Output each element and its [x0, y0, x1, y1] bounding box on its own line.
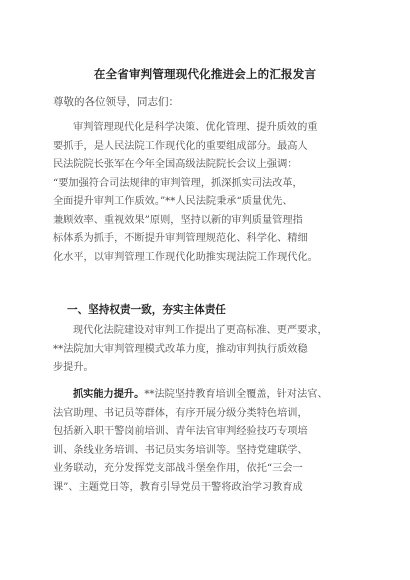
paragraph-line: 全面提升审判工作质效。”**人民法院秉承“质量优先、 [53, 196, 293, 207]
paragraph-line: 法官助理、书记员等群体，有序开展分级分类特色培训， [53, 407, 308, 419]
paragraph-intro [53, 119, 371, 267]
paragraph-line: 民法院院长张军在今年全国高级法院院长会议上强调： [53, 159, 298, 170]
paragraph-line: 化水平，以审判管理工作现代化助推实现法院工作现代化。 [53, 251, 318, 263]
paragraph-line: 兼顾效率、重视效果”原则，坚持以新的审判质量管理指 [53, 214, 303, 226]
paragraph-ability [53, 385, 371, 497]
paragraph-line: “要加强符合司法规律的审判管理，抓深抓实司法改革， [53, 177, 303, 189]
paragraph-line-rest: **法院坚持教育培训全覆盖，针对法官、 [144, 389, 328, 400]
paragraph-line: 步提升。 [53, 362, 94, 373]
paragraph-line: 业务联动，充分发挥党支部战斗堡垒作用，依托“三会一 [53, 463, 303, 474]
paragraph-line: 标体系为抓手，不断提升审判管理规范化、科学化、精细 [53, 233, 308, 244]
paragraph-section-intro [53, 322, 371, 378]
paragraph-line: 现代化法院建设对审判工作提出了更高标准、更严要求， [73, 325, 328, 336]
paragraph-line: 课”、主题党日等，教育引导党员干警将政治学习教育成 [53, 481, 303, 493]
paragraph-line: 包括新入职干警岗前培训、青年法官审判经验技巧专项培 [53, 426, 308, 437]
paragraph-lead: 抓实能力提升。 [73, 388, 145, 400]
document-title: 在全省审判管理现代化推进会上的汇报发言 [93, 67, 317, 81]
paragraph-line: 审判管理现代化是科学决策、优化管理、提升质效的重 [73, 122, 318, 133]
paragraph-line: 要抓手，是人民法院工作现代化的重要组成部分。最高人 [53, 140, 308, 152]
paragraph-line [53, 385, 371, 405]
salutation: 尊敬的各位领导，同志们： [53, 96, 179, 108]
paragraph-line: **法院加大审判管理模式改革力度，推动审判执行质效稳 [53, 343, 308, 355]
section-heading: 一、坚持权责一致，夯实主体责任 [67, 304, 226, 316]
paragraph-line: 训、条线业务培训、书记员实务培训等。坚持党建联学、 [53, 444, 308, 456]
